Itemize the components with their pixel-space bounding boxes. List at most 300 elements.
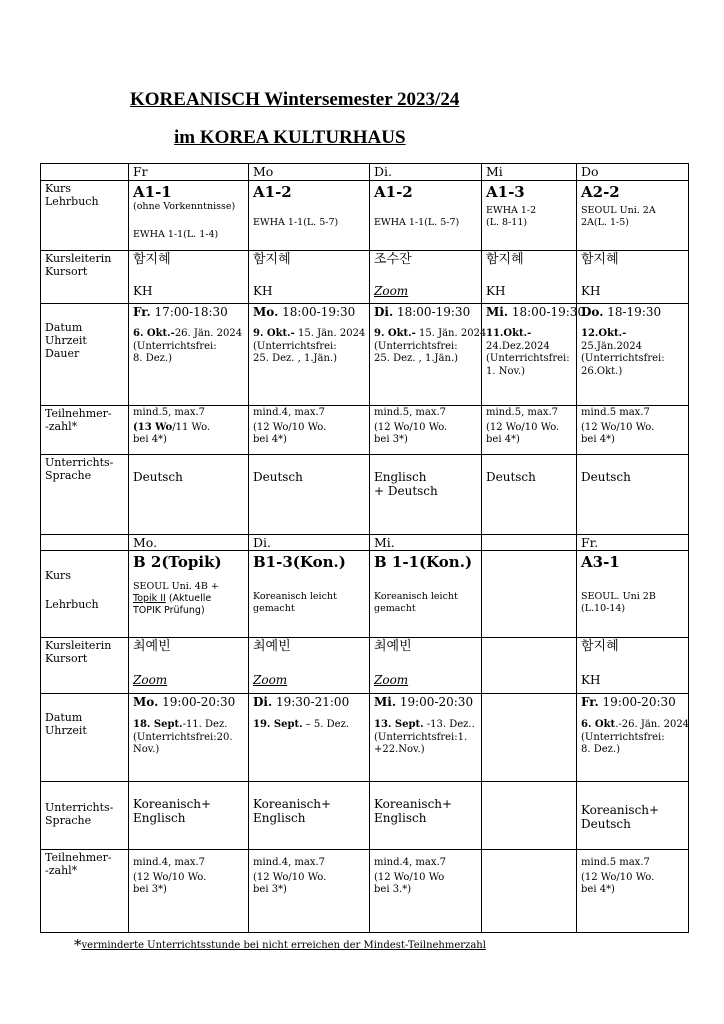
schedule-cell — [129, 406, 249, 455]
teacher-name: 최예빈 — [374, 639, 412, 654]
language: Deutsch — [486, 470, 536, 484]
day-header: Mo. — [133, 535, 158, 550]
language: Deutsch — [581, 470, 631, 484]
schedule-cell — [249, 455, 370, 535]
weeks-note-line — [581, 434, 684, 447]
weeks-note-line — [133, 434, 244, 447]
note: 25. Dez. , 1.Jän.) — [374, 353, 459, 364]
course-name-line — [581, 553, 684, 571]
weeks: (12 Wo/10 Wo. — [486, 421, 560, 433]
course-place: KH — [486, 284, 506, 298]
note-line — [374, 732, 477, 745]
textbook-line — [133, 229, 218, 241]
note: 25. Dez. , 1.Jän.) — [253, 353, 338, 364]
book-lines — [581, 205, 656, 229]
participants-line — [253, 407, 365, 420]
book-lines — [486, 205, 536, 229]
textbook: gemacht — [253, 603, 295, 614]
textbook-line — [581, 217, 656, 229]
note: (Unterrichtsfrei: — [581, 731, 665, 743]
schedule-cell — [129, 551, 249, 638]
book-block — [581, 201, 684, 233]
schedule-cell — [370, 535, 482, 551]
date-start: 6. Okt.- — [133, 328, 175, 339]
textbook: Koreanisch leicht — [374, 591, 458, 602]
schedule-cell — [577, 455, 689, 535]
date-end: 26. Jän. 2024 — [174, 328, 243, 339]
date-line — [374, 719, 477, 732]
time-range: 19:30-21:00 — [275, 695, 350, 709]
time-range: 19:00-20:30 — [602, 695, 676, 709]
place-line — [374, 673, 477, 687]
row-label — [41, 535, 129, 551]
course-name-line — [253, 553, 365, 571]
textbook: (Aktuelle — [165, 593, 212, 604]
course-place: Zoom — [253, 673, 288, 687]
course-row-2 — [41, 551, 689, 638]
page-subtitle: im KOREA KULTURHAUS — [174, 127, 406, 148]
label-unterrichts: Unterrichts- — [45, 456, 114, 469]
note: +22.Nov.) — [374, 744, 425, 755]
note-line — [253, 353, 365, 366]
teacher-line — [374, 639, 477, 655]
day-header-row-2 — [41, 535, 689, 551]
label-uhrzeit-2: Uhrzeit — [45, 724, 87, 737]
place-line — [133, 673, 244, 687]
date-end: -11. Dez. — [182, 719, 228, 730]
date-line — [374, 328, 487, 341]
participants-row-2 — [41, 850, 689, 933]
weeks-line — [253, 872, 365, 885]
course-name-line — [581, 183, 684, 201]
language-row — [41, 455, 689, 535]
weeks-note: bei 3*) — [133, 884, 167, 895]
schedule-cell — [370, 304, 487, 406]
course-name: A1-2 — [374, 183, 413, 201]
weeks-line — [374, 872, 477, 885]
weeks-note-line — [133, 884, 244, 897]
weeks-note: bei 3*) — [253, 884, 287, 895]
language-line — [253, 811, 365, 825]
datetime-row-2 — [41, 694, 689, 782]
date-end: – 5. Dez. — [302, 719, 350, 730]
teacher-name: 함지혜 — [581, 252, 619, 267]
course-name-line — [133, 553, 244, 571]
schedule-cell — [129, 164, 249, 181]
note-line — [133, 341, 244, 354]
weeks-note: bei 4*) — [133, 434, 167, 445]
day-header: Fr. — [581, 535, 599, 550]
place-line — [486, 284, 572, 298]
textbook-line — [133, 605, 244, 617]
row-label — [41, 304, 129, 406]
label-lehrbuch-2: Lehrbuch — [45, 598, 99, 611]
label-unterrichts-2: Unterrichts- — [45, 801, 114, 814]
label-sprache: Sprache — [45, 469, 92, 482]
note-line — [486, 353, 572, 366]
weekday: Fr. — [581, 695, 599, 709]
schedule-cell — [482, 638, 577, 694]
weekday: Di. — [253, 695, 273, 709]
day-header: Do — [581, 164, 599, 179]
course-name: A3-1 — [581, 553, 620, 571]
row-label — [41, 181, 129, 251]
date-end: .-26. Jän. 2024 — [615, 719, 690, 730]
schedule-cell — [577, 782, 689, 850]
schedule-cell — [577, 694, 689, 782]
textbook: TOPIK Prüfung) — [133, 605, 205, 616]
note: Nov.) — [133, 744, 160, 755]
language-line — [581, 470, 684, 484]
schedule-cell — [370, 782, 482, 850]
schedule-cell — [482, 850, 577, 933]
date-line — [581, 719, 690, 732]
time-line — [253, 695, 365, 709]
weeks-line — [253, 422, 365, 435]
page-title: KOREANISCH Wintersemester 2023/24 — [130, 89, 460, 110]
label-teilnehmer: Teilnehmer- — [45, 407, 112, 420]
weeks-line — [374, 422, 477, 435]
weeks: (12 Wo/10 Wo. — [133, 871, 207, 883]
language-line — [486, 470, 572, 484]
teacher-row — [41, 251, 689, 304]
teacher-name: 최예빈 — [253, 639, 291, 654]
label-kursort-2: Kursort — [45, 652, 88, 665]
participants: mind.5, max.7 — [486, 407, 559, 418]
schedule-cell — [129, 850, 249, 933]
label-datum-2: Datum — [45, 711, 83, 724]
row-label — [41, 164, 129, 181]
place-line — [581, 284, 684, 298]
textbook: (L.10-14) — [581, 603, 626, 614]
time-range: 19:00-20:30 — [162, 695, 236, 709]
weeks: /11 Wo. — [172, 421, 211, 433]
participants-line — [133, 407, 244, 420]
date-start: 12.Okt.- — [581, 328, 627, 339]
textbook-line — [581, 591, 684, 603]
participants: mind.4, max.7 — [253, 407, 326, 418]
course-place: Zoom — [374, 673, 409, 687]
weeks-note: bei 4*) — [486, 434, 520, 445]
date-line — [133, 328, 244, 341]
course-note: (ohne Vorkenntnisse) — [133, 201, 236, 212]
note-line — [133, 732, 244, 745]
label-datum: Datum — [45, 321, 83, 334]
textbook: SEOUL. Uni 2B — [581, 591, 656, 602]
datetime-row — [41, 304, 689, 406]
language: Koreanisch+ — [133, 797, 212, 811]
language: Englisch — [253, 811, 306, 825]
row-label — [41, 406, 129, 455]
label-teilnehmer-2: Teilnehmer- — [45, 851, 112, 864]
schedule-cell — [249, 164, 370, 181]
note-line — [133, 353, 244, 366]
participants: mind.5 max.7 — [581, 407, 650, 418]
weeks-note-line — [253, 884, 365, 897]
course-place: KH — [581, 284, 601, 298]
time-range: 18-19:30 — [607, 305, 662, 319]
textbook: Koreanisch leicht — [253, 591, 337, 602]
weeks-note: bei 3*) — [374, 434, 408, 445]
weeks: (12 Wo/10 Wo — [374, 871, 445, 883]
course-name-line — [253, 183, 365, 201]
note-line — [374, 341, 477, 354]
schedule-cell — [249, 638, 370, 694]
participants: mind.4, max.7 — [374, 857, 447, 868]
textbook-line — [374, 603, 477, 615]
row-label — [41, 455, 129, 535]
schedule-cell — [370, 251, 482, 304]
language-line — [374, 470, 477, 484]
textbook-line — [133, 593, 244, 605]
course-name-line — [374, 553, 477, 571]
date-end: -13. Dez.. — [423, 719, 475, 730]
date-start: 11.Okt.- — [486, 328, 532, 339]
day-header: Mo — [253, 164, 274, 179]
time-line — [133, 305, 244, 319]
book-block — [133, 213, 244, 245]
textbook: SEOUL Uni. 2A — [581, 205, 656, 216]
label-teilnehmer-zahl: -zahl* — [45, 420, 78, 433]
note-line — [253, 341, 365, 354]
row-label — [41, 694, 129, 782]
schedule-cell — [370, 694, 482, 782]
note: (Unterrichtsfrei:1. — [374, 731, 468, 743]
weeks-bold: (13 Wo — [133, 421, 173, 433]
weeks-note: bei 4*) — [581, 884, 615, 895]
weekday: Di. — [374, 305, 394, 319]
time-line — [253, 305, 365, 319]
note: 25.Jän.2024 — [581, 340, 642, 352]
note: (Unterrichtsfrei: — [253, 340, 337, 352]
schedule-cell — [577, 181, 689, 251]
language: Englisch — [374, 811, 427, 825]
course-place: KH — [253, 284, 273, 298]
time-range: 19:00-20:30 — [399, 695, 474, 709]
textbook-line — [374, 217, 459, 229]
schedule-cell — [129, 638, 249, 694]
teacher-line — [581, 252, 684, 268]
schedule-cell — [249, 181, 370, 251]
textbook: gemacht — [374, 603, 416, 614]
time-line — [374, 305, 477, 319]
schedule-cell — [482, 406, 577, 455]
weekday: Do. — [581, 305, 604, 319]
date-line — [486, 328, 572, 341]
course-place: Zoom — [133, 673, 168, 687]
weeks: (12 Wo/10 Wo. — [581, 421, 655, 433]
textbook: EWHA 1-1(L. 5-7) — [374, 217, 460, 228]
weeks: (12 Wo/10 Wo. — [374, 421, 448, 433]
schedule-cell — [370, 551, 482, 638]
teacher-line — [486, 252, 572, 268]
schedule-cell — [577, 850, 689, 933]
course-name: A1-2 — [253, 183, 292, 201]
date-line — [133, 719, 244, 732]
language-row-2 — [41, 782, 689, 850]
language-line — [374, 484, 477, 498]
participants-line — [374, 407, 477, 420]
date-line — [253, 328, 365, 341]
note: (Unterrichtsfrei:20. — [133, 731, 233, 743]
teacher-name: 최예빈 — [133, 639, 171, 654]
date-start: 6. Okt — [581, 719, 616, 730]
schedule-cell — [249, 694, 370, 782]
participants-row — [41, 406, 689, 455]
weeks: (12 Wo/10 Wo. — [253, 871, 327, 883]
date-line — [581, 328, 684, 341]
time-line — [133, 695, 244, 709]
schedule-cell — [129, 782, 249, 850]
note-line — [374, 353, 477, 366]
note-line — [486, 341, 572, 354]
row-label — [41, 638, 129, 694]
note-line — [374, 744, 477, 757]
schedule-cell — [249, 304, 370, 406]
schedule-cell — [129, 251, 249, 304]
textbook-line — [581, 603, 684, 615]
note: (Unterrichtsfrei: — [486, 353, 570, 364]
day-header: Di. — [253, 535, 271, 550]
textbook: EWHA 1-1(L. 1-4) — [133, 229, 219, 240]
date-end: 15. Jän. 2024 — [415, 328, 487, 339]
participants-line — [581, 857, 684, 870]
textbook-line — [374, 591, 477, 603]
schedule-cell — [577, 304, 689, 406]
weekday: Mo. — [133, 695, 159, 709]
course-name-line — [374, 183, 477, 201]
time-line — [486, 305, 586, 319]
teacher-name: 함지혜 — [253, 252, 291, 267]
language: Koreanisch+ — [253, 797, 332, 811]
teacher-name: 함지혜 — [581, 639, 619, 654]
textbook: EWHA 1-2 — [486, 205, 537, 216]
label-lehrbuch: Lehrbuch — [45, 195, 99, 208]
schedule-cell — [370, 164, 482, 181]
schedule-cell — [577, 638, 689, 694]
label-uhrzeit: Uhrzeit — [45, 334, 87, 347]
language: Deutsch — [253, 470, 303, 484]
language-line — [253, 470, 365, 484]
schedule-cell — [249, 850, 370, 933]
textbook-line — [133, 581, 244, 593]
teacher-name: 함지혜 — [133, 252, 171, 267]
teacher-line — [253, 639, 365, 655]
teacher-line — [581, 639, 684, 655]
weeks-note-line — [253, 434, 365, 447]
note: 24.Dez.2024 — [486, 340, 550, 352]
time-range: 18:00-19:30 — [282, 305, 356, 319]
label-teilnehmer-zahl-2: -zahl* — [45, 864, 78, 877]
schedule-cell — [482, 551, 577, 638]
weeks-line — [581, 872, 684, 885]
schedule-cell — [129, 535, 249, 551]
weeks: (12 Wo/10 Wo. — [253, 421, 327, 433]
label-kursleiterin: Kursleiterin — [45, 252, 112, 265]
schedule-cell — [129, 694, 249, 782]
textbook: EWHA 1-1(L. 5-7) — [253, 217, 339, 228]
schedule-cell — [249, 782, 370, 850]
date-start: 19. Sept. — [253, 719, 303, 730]
date-start: 18. Sept. — [133, 719, 183, 730]
note-line — [133, 744, 244, 757]
language-line — [133, 797, 244, 811]
note-line — [581, 341, 684, 354]
participants: mind.5, max.7 — [133, 407, 206, 418]
book-block — [374, 201, 477, 233]
language-line — [133, 811, 244, 825]
label-dauer: Dauer — [45, 347, 80, 360]
day-header: Mi — [486, 164, 503, 179]
textbook-line — [253, 591, 365, 603]
schedule-cell — [577, 406, 689, 455]
language: Koreanisch+ — [374, 797, 453, 811]
time-line — [581, 695, 684, 709]
schedule-cell — [370, 406, 482, 455]
weeks-note-line — [486, 434, 572, 447]
course-name: B1-3(Kon.) — [253, 553, 346, 571]
participants: mind.4, max.7 — [133, 857, 206, 868]
language: Deutsch — [581, 817, 631, 831]
time-range: 17:00-18:30 — [154, 305, 228, 319]
book-lines — [374, 217, 459, 229]
date-start: 9. Okt.- — [253, 328, 295, 339]
date-start: 13. Sept. — [374, 719, 424, 730]
label-sprache-2: Sprache — [45, 814, 92, 827]
schedule-cell — [482, 164, 577, 181]
schedule-cell — [577, 535, 689, 551]
place-line — [253, 284, 365, 298]
row-label — [41, 251, 129, 304]
schedule-cell — [249, 251, 370, 304]
place-line — [581, 673, 684, 687]
weeks-note-line — [374, 434, 477, 447]
course-row — [41, 181, 689, 251]
weeks-note: bei 3.*) — [374, 884, 412, 895]
weeks: (12 Wo/10 Wo. — [581, 871, 655, 883]
date-end: 15. Jän. 2024 — [294, 328, 366, 339]
course-place: Zoom — [374, 284, 409, 298]
textbook: (L. 8-11) — [486, 217, 528, 228]
note-line — [581, 353, 684, 366]
place-line — [374, 284, 477, 298]
schedule-cell — [129, 455, 249, 535]
footnote-text: verminderte Unterrichtsstunde bei nicht erreichen der Mindest-Teilnehmerzahl — [81, 940, 486, 951]
weeks-line — [486, 422, 572, 435]
textbook-line — [253, 603, 365, 615]
textbook-line — [486, 205, 536, 217]
note: 26.Okt.) — [581, 365, 623, 377]
course-name: A1-1 — [133, 183, 172, 201]
textbook-line — [581, 205, 656, 217]
teacher-name: 조수잔 — [374, 252, 412, 267]
note-line — [581, 366, 684, 379]
teacher-name: 함지혜 — [486, 252, 524, 267]
participants: mind.4, max.7 — [253, 857, 326, 868]
language-line — [253, 797, 365, 811]
course-name: A1-3 — [486, 183, 525, 201]
participants: mind.5 max.7 — [581, 857, 650, 868]
footnote — [74, 936, 486, 954]
course-note-line — [133, 201, 244, 213]
course-place: KH — [581, 673, 601, 687]
schedule-cell — [482, 782, 577, 850]
course-name: A2-2 — [581, 183, 620, 201]
participants-line — [133, 857, 244, 870]
teacher-line — [374, 252, 477, 268]
schedule-cell — [129, 181, 249, 251]
language: Koreanisch+ — [581, 803, 660, 817]
